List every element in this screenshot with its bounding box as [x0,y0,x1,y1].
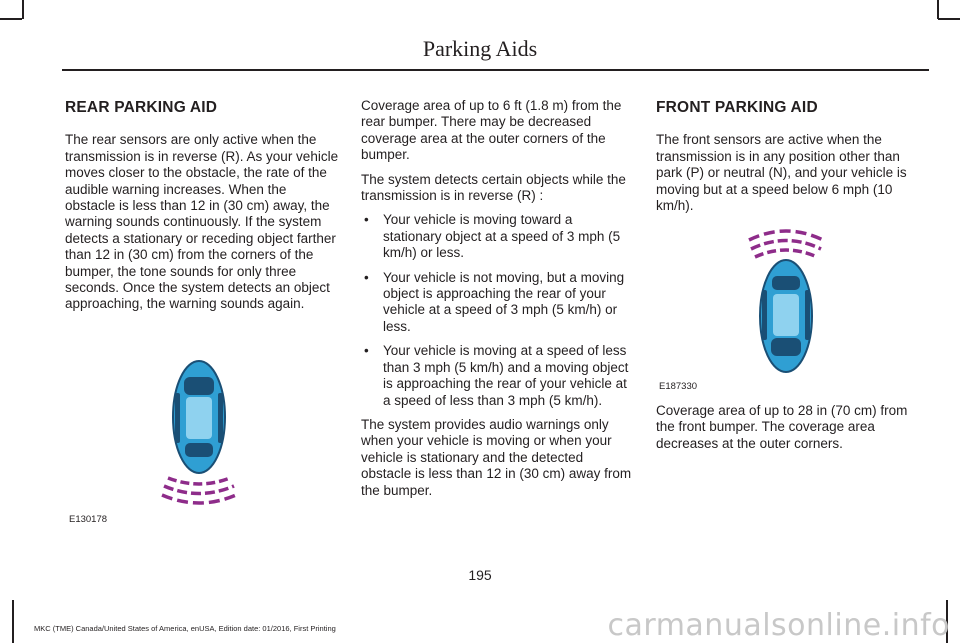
crop-mark [938,18,960,20]
audio-warning-paragraph: The system provides audio warnings only when your vehicle is moving or when your vehicle is stationary and the detected obstacle is less than 12 in (30 cm) away from the bumper. [361,416,632,498]
middle-column [361,98,633,507]
front-coverage-paragraph: Coverage area of up to 28 in (70 cm) from the front bumper. The coverage area decreases at the outer corners. [656,403,908,451]
rear-figure-label: E130178 [69,514,108,525]
rear-parking-aid-paragraph: The rear sensors are only active when the transmission is in reverse (R). As your vehicle moves closer to the obstacle, the rate of the audible warning increases. When the obstacle is less than 12 in (30 cm) away, the warning sounds continuously. If the system detects a stationary or receding object farther than 12 in (30 cm) from the corners of the bumper, the tone sounds for only three seconds. Once the system detects an object approaching, the warning sounds again. [65,132,339,312]
front-parking-aid-heading: FRONT PARKING AID [656,99,818,116]
detection-list [361,212,633,408]
page-number: 195 [468,567,492,583]
rear-detection-intro: The system detects certain objects while the transmission is in reverse (R) : [361,171,626,204]
right-column [656,98,918,222]
list-item: • Your vehicle is moving at a speed of less than 3 mph (5 km/h) and a moving object is approaching the rear of your vehicle at a speed of less than 3 mph (5 km/h). [361,343,633,409]
watermark: carmanualsonline.info [607,608,950,643]
list-item: • Your vehicle is not moving, but a moving object is approaching the rear of your vehicle at a speed of 3 mph (5 km/h) or less. [361,270,633,336]
front-sensors-paragraph: The front sensors are active when the transmission is in any position other than park (P) or neutral (N), and your vehicle is moving but at a speed below 6 mph (10 km/h). [656,132,907,214]
front-figure-label: E187330 [659,381,698,392]
rear-coverage-paragraph: Coverage area of up to 6 ft (1.8 m) from the rear bumper. There may be decreased coverage area at the outer corners of the bumper. [361,98,622,163]
rear-parking-aid-heading: REAR PARKING AID [65,99,218,116]
list-item: • Your vehicle is moving toward a stationary object at a speed of 3 mph (5 km/h) or less. [361,212,633,261]
header-rule [62,69,929,71]
crop-mark [0,18,22,20]
crop-mark [937,0,939,19]
edition-footer: MKC (TME) Canada/United States of America, enUSA, Edition date: 01/2016, First Printing [34,624,336,633]
left-column [65,98,340,321]
right-column-lower [656,403,918,460]
rear-parking-aid-illustration [150,355,250,515]
front-parking-aid-illustration [737,218,837,378]
crop-mark [22,0,24,19]
page-header-title: Parking Aids [422,36,538,61]
crop-mark [12,600,14,643]
